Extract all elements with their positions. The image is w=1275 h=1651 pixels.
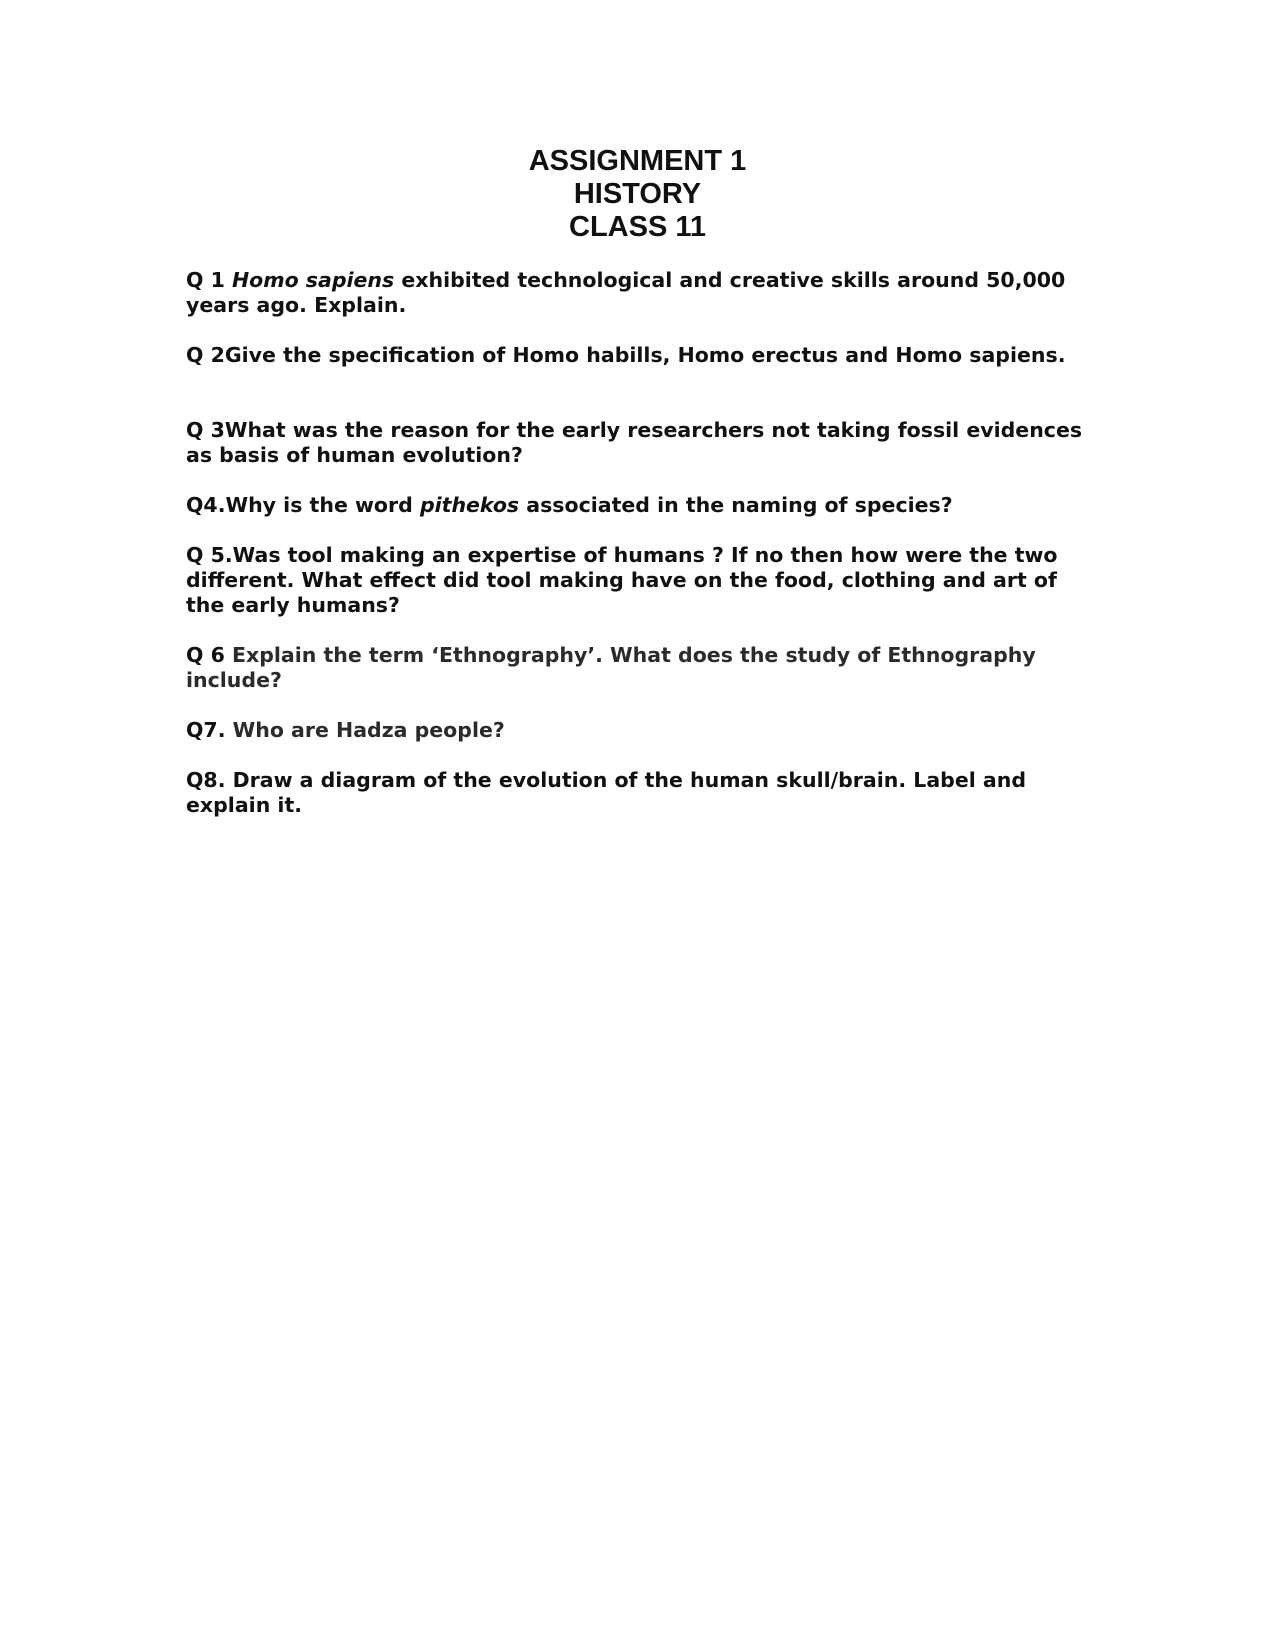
assignment-title: ASSIGNMENT 1 xyxy=(528,145,747,177)
question-8: Q8. Draw a diagram of the evolution of the human skull/brain. Label and explain it. xyxy=(186,768,1027,817)
question-5: Q 5.Was tool making an expertise of humans ? If no then how were the two different. What effect did tool making have on the food, clothing and art of the early humans? xyxy=(186,543,1058,617)
question-7-text: Who are Hadza people? xyxy=(232,718,505,742)
question-1 xyxy=(186,268,1086,318)
question-4-text: associated in the naming of species? xyxy=(519,493,953,517)
question-list xyxy=(186,268,1086,818)
question-4 xyxy=(186,493,1086,518)
question-4-term: pithekos xyxy=(419,493,520,517)
question-6-text: Explain the term ‘Ethnography’. What does the study of Ethnography include? xyxy=(186,643,1036,692)
question-6-prefix: Q 6 xyxy=(186,643,232,667)
question-3: Q 3What was the reason for the early researchers not taking fossil evidences as basis of human evolution? xyxy=(186,418,1083,467)
question-1-species: Homo sapiens xyxy=(231,268,395,292)
class-title: CLASS 11 xyxy=(569,211,706,243)
question-6 xyxy=(186,643,1086,693)
question-4-prefix: Q4.Why is the word xyxy=(186,493,420,517)
assignment-header xyxy=(0,145,1275,244)
question-7 xyxy=(186,718,1086,743)
question-1-prefix: Q 1 xyxy=(186,268,232,292)
subject-title: HISTORY xyxy=(573,178,702,210)
question-1-text: exhibited technological and creative skills around 50,000 years ago. Explain. xyxy=(186,268,1066,317)
question-2: Q 2Give the specification of Homo habills, Homo erectus and Homo sapiens. xyxy=(186,343,1066,367)
question-7-prefix: Q7. xyxy=(186,718,233,742)
